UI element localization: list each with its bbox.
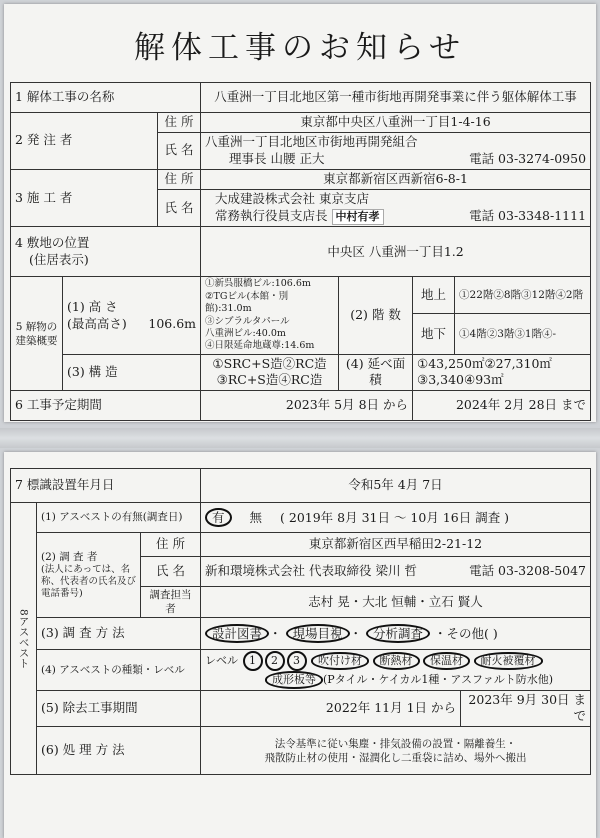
board-gap (0, 428, 600, 448)
building-height-1: ①新呉服橋ビル:106.6m (205, 278, 311, 290)
project-name-label: 1 解体工事の名称 (11, 83, 201, 113)
removal-period-label: (5) 除去工事期間 (37, 690, 201, 727)
schedule-end: 2024年 2月 28日 まで (413, 391, 591, 421)
method-other: ・その他( ) (434, 626, 498, 642)
level-1: 1 (243, 651, 263, 671)
row-sign-date (11, 469, 591, 503)
surveyor-sublabel: (法人にあっては、名称、代表者の氏名及び電話番号) (41, 563, 137, 600)
presence-no: 無 (249, 510, 263, 525)
presence-yes: 有 (205, 508, 232, 527)
treatment-line2: 飛散防止材の使用・湿潤化し二重袋に詰め、場外へ搬出 (264, 751, 527, 764)
site-location-label-cell (11, 227, 201, 277)
row-survey-method (11, 618, 591, 650)
height-max-value: 106.6m (148, 315, 197, 331)
level-2: 2 (265, 651, 285, 671)
floors-label: (2) 階 数 (339, 277, 413, 354)
type-thermal: 保温材 (423, 652, 470, 669)
area-2: ③3,340④93㎡ (417, 372, 504, 388)
client-address-label: 住 所 (158, 113, 201, 133)
survey-method-values: 設計図書 ・ 現場目視 ・ 分析調査 ・その他( ) (201, 618, 591, 650)
treatment-method-label: (6) 処 理 方 法 (37, 727, 201, 775)
floors-above-label: 地上 (413, 277, 455, 314)
contractor-org: 大成建設株式会社 東京支店 (215, 190, 369, 206)
surveyor-name: 新和環境株式会社 代表取締役 梁川 哲 (205, 563, 417, 579)
floors-above-value: ①22階②8階③12階④2階 (455, 277, 591, 314)
surveyor-name-label: 氏 名 (141, 557, 201, 587)
method-analysis: 分析調査 (366, 624, 430, 643)
asbestos-type-line2 (205, 671, 586, 688)
sign-date-value: 令和5年 4月 7日 (201, 469, 591, 503)
contractor-manager-title: 常務執行役員支店長 (215, 207, 328, 223)
level-label: レベル (205, 654, 239, 668)
type-molded-board: 成形板等 (265, 671, 323, 688)
surveyor-staff-label: 調査担当者 (141, 587, 201, 618)
floors-below-value: ①4階②3階③1階④- (455, 314, 591, 354)
building-height-3a: ③シブラルタパール (205, 315, 290, 327)
height-label-cell (63, 277, 201, 354)
contractor-name-label: 氏 名 (158, 189, 201, 227)
demolition-notice-board (4, 4, 596, 422)
removal-end: 2023年 9月 30日 まで (461, 690, 591, 727)
type-molded-note: (Pタイル・ケイカル1種・アスファルト防水他) (323, 673, 554, 687)
row-contractor-address (11, 169, 591, 189)
schedule-label: 6 工事予定期間 (11, 391, 201, 421)
level-3: 3 (287, 651, 307, 671)
client-name-cell (201, 133, 591, 170)
contractor-label: 3 施 工 者 (11, 169, 158, 227)
structure-2: ③RC+S造④RC造 (216, 372, 323, 388)
row-site-location (11, 227, 591, 277)
removal-start: 2022年 11月 1日 から (201, 690, 461, 727)
surveyor-tel: 電話 03-3208-5047 (469, 563, 587, 579)
row-removal-period (11, 690, 591, 727)
height-max-label: (最高高さ) (67, 315, 127, 331)
surveyor-name-line (205, 563, 586, 580)
contractor-manager-stamp: 中村有孝 (332, 209, 384, 226)
sign-date-label: 7 標識設置年月日 (11, 469, 201, 503)
site-location-sublabel: (住居表示) (29, 251, 89, 267)
structure-1: ①SRC+S造②RC造 (212, 355, 327, 371)
client-chair: 理事長 山腰 正大 (229, 150, 325, 166)
row-asbestos-types (11, 650, 591, 690)
type-fireproof: 耐火被覆材 (474, 652, 543, 669)
notice-table (10, 82, 591, 421)
client-name-label: 氏 名 (158, 133, 201, 170)
area-1: ①43,250㎡②27,310㎡ (417, 355, 552, 371)
row-asbestos-presence (11, 503, 591, 533)
contractor-name-line (205, 208, 586, 226)
building-height-2: ②TGビル(本館・別館):31.0m (205, 290, 289, 315)
height-label: (1) 高 さ (67, 298, 118, 314)
treatment-method-values (201, 727, 591, 775)
surveyor-label: (2) 調 査 者 (41, 550, 98, 563)
surveyor-address: 東京都新宿区西早稲田2-21-12 (201, 533, 591, 557)
client-name-line (205, 151, 586, 168)
survey-method-label: (3) 調 査 方 法 (37, 618, 201, 650)
asbestos-notice-board (4, 452, 596, 838)
row-schedule (11, 391, 591, 421)
building-height-4: ④日限延命地蔵尊:14.6m (205, 340, 315, 352)
area-label: (4) 延べ面積 (339, 354, 413, 391)
method-design-docs: 設計図書 (205, 624, 269, 643)
row-client-address (11, 113, 591, 133)
site-location-label: 4 敷地の位置 (15, 235, 90, 251)
method-visual: 現場目視 (286, 624, 350, 643)
contractor-address-label: 住 所 (158, 169, 201, 189)
structure-label: (3) 構 造 (63, 354, 201, 391)
row-surveyor-address (11, 533, 591, 557)
client-org: 八重洲一丁目北地区市街地再開発組合 (205, 134, 418, 149)
project-name-value: 八重洲一丁目北地区第一種市街地再開発事業に伴う躯体解体工事 (201, 83, 591, 113)
presence-label: (1) アスベストの有無(調査日) (37, 503, 201, 533)
client-tel: 電話 03-3274-0950 (469, 150, 587, 166)
row-treatment-method (11, 727, 591, 775)
height-max-line (67, 316, 196, 333)
contractor-manager-line (205, 208, 384, 226)
area-values (413, 354, 591, 391)
surveyor-staff: 志村 晃・大北 恒輔・立石 賢人 (201, 587, 591, 618)
type-sprayed: 吹付け材 (311, 652, 369, 669)
schedule-start: 2023年 5月 8日 から (201, 391, 413, 421)
asbestos-type-line1 (205, 651, 586, 671)
row-structure (11, 354, 591, 391)
client-label: 2 発 注 者 (11, 113, 158, 170)
contractor-tel: 電話 03-3348-1111 (469, 208, 587, 224)
row-project-name (11, 83, 591, 113)
type-insulation: 断熱材 (373, 652, 420, 669)
surveyor-label-cell (37, 533, 141, 618)
structure-values (201, 354, 339, 391)
row-building-height-a (11, 277, 591, 314)
treatment-line1: 法令基準に従い集塵・排気設備の設置・隔離養生・ (274, 737, 517, 750)
asbestos-type-label: (4) アスベストの種類・レベル (37, 650, 201, 690)
floors-below-label: 地下 (413, 314, 455, 354)
surveyor-name-cell (201, 557, 591, 587)
building-height-3b: 八重洲ビル:40.0m (205, 327, 286, 339)
contractor-name-cell (201, 189, 591, 227)
notice-title: 解体工事のお知らせ (133, 30, 467, 66)
asbestos-type-values (201, 650, 591, 690)
contractor-address: 東京都新宿区西新宿6-8-1 (201, 169, 591, 189)
survey-period: ( 2019年 8月 31日 〜 10月 16日 調査 ) (280, 510, 510, 525)
height-buildings-cell (201, 277, 339, 354)
building-overview-label: 5 解物の建築概要 (11, 277, 63, 391)
site-location-value: 中央区 八重洲一丁目1.2 (201, 227, 591, 277)
client-address: 東京都中央区八重洲一丁目1-4-16 (201, 113, 591, 133)
surveyor-address-label: 住 所 (141, 533, 201, 557)
asbestos-side-label: 8アスベスト (11, 503, 37, 775)
presence-values (201, 503, 591, 533)
asbestos-table (10, 468, 591, 775)
